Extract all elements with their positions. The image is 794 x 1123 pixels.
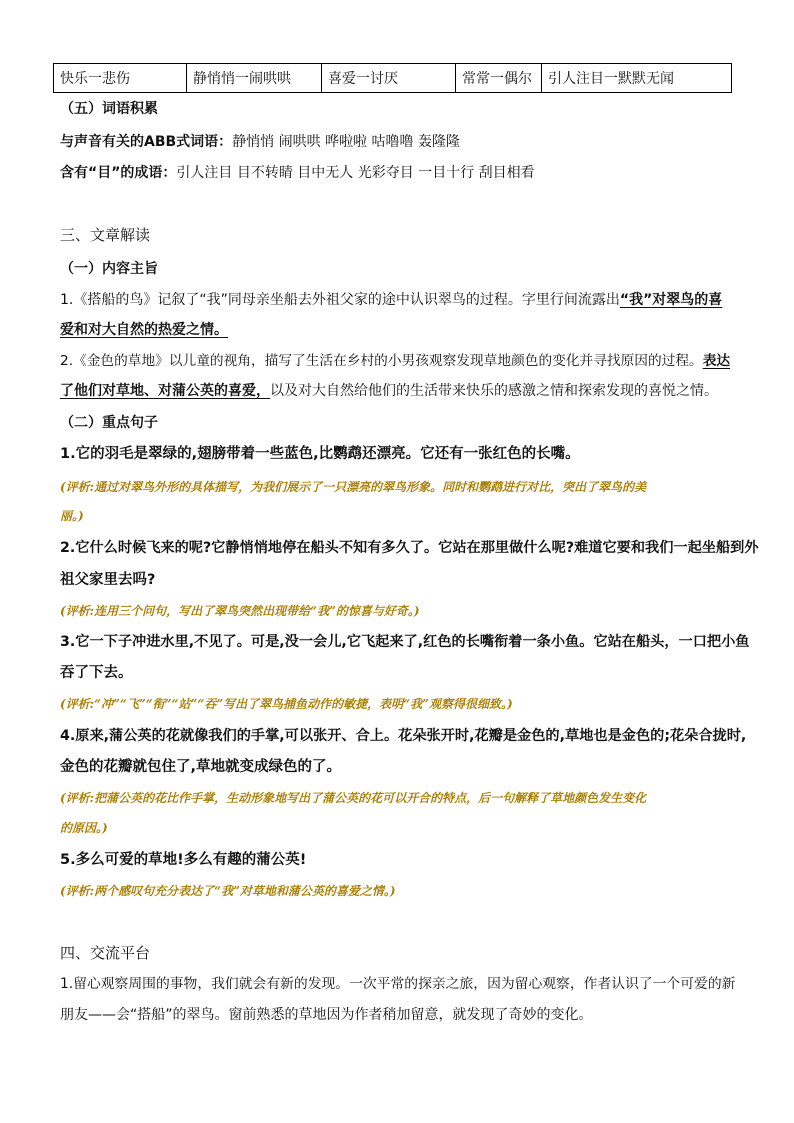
comment-4: (评析:把蒲公英的花比作手掌，生动形象地写出了蒲公英的花可以开合的特点，后一句解释了草地颜色发生变化 (60, 791, 647, 805)
sentence-3: 3.它一下子冲进水里,不见了。可是,没一会儿,它飞起来了,红色的长嘴衔着一条小鱼。它站在船头，一口把小鱼 (60, 634, 750, 650)
sentence-5: 5.多么可爱的草地!多么有趣的蒲公英! (60, 852, 307, 868)
table-cell: 喜爱一讨厌 (322, 64, 456, 93)
sentence-4: 4.原来,蒲公英的花就像我们的手掌,可以张开、合上。花朵张开时,花瓣是金色的,草地也是金色的;花朵合拢时, (60, 728, 747, 744)
table-row (54, 64, 732, 93)
abb-words-line (60, 132, 460, 152)
mu-words: 引人注目 目不转睛 目中无人 光彩夺目 一目十行 刮目相看 (176, 165, 535, 181)
mu-label: 含有“目”的成语： (60, 165, 177, 181)
key-phrase: 了他们对草地、对蒲公英的喜爱， (60, 383, 270, 399)
comment-4-cont: 的原因。) (60, 821, 108, 835)
comment-1-cont: 丽。) (60, 509, 84, 523)
text: 1.《搭船的鸟》记叙了“我”同母亲坐船去外祖父家的途中认识翠鸟的过程。字里行间流露出 (60, 292, 620, 308)
sentence-2-cont: 祖父家里去吗? (60, 572, 156, 588)
comment-3: (评析:“冲”“飞”“衔”“站”“吞”写出了翠鸟捕鱼动作的敏捷，表明“我”观察得很细致。) (60, 697, 513, 711)
exchange-paragraph-1: 1.留心观察周围的事物，我们就会有新的发现。一次平常的探亲之旅，因为留心观察，作者认识了一个可爱的新 (60, 976, 736, 992)
section3-title: 三、文章解读 (60, 226, 151, 244)
comment-1: (评析:通过对翠鸟外形的具体描写，为我们展示了一只漂亮的翠鸟形象。同时和鹦鹉进行对比，突出了翠鸟的美 (60, 480, 647, 494)
key-phrase: “我”对翠鸟的喜 (619, 292, 723, 308)
vocab-heading: （五）词语积累 (60, 101, 158, 117)
section4-title: 四、交流平台 (60, 944, 151, 962)
theme-paragraph-2-cont (60, 381, 718, 401)
text: 2.《金色的草地》以儿童的视角，描写了生活在乡村的小男孩观察发现草地颜色的变化并寻找原因的过程。 (60, 353, 703, 369)
text: 以及对大自然给他们的生活带来快乐的感激之情和探索发现的喜悦之情。 (270, 383, 718, 399)
table-cell: 静悄悄一闹哄哄 (187, 64, 322, 93)
key-sentences-heading: （二）重点句子 (60, 415, 158, 431)
theme-paragraph-1-cont: 爱和对大自然的热爱之情。 (60, 322, 228, 338)
abb-label: 与声音有关的ABB式词语： (60, 134, 233, 150)
theme-paragraph-2 (60, 351, 730, 371)
theme-paragraph-1 (60, 290, 722, 310)
table-cell: 常常一偶尔 (456, 64, 542, 93)
content-theme-heading: （一）内容主旨 (60, 261, 158, 277)
mu-idioms-line (60, 163, 535, 183)
exchange-paragraph-1-cont: 朋友——会“搭船”的翠鸟。窗前熟悉的草地因为作者稍加留意，就发现了奇妙的变化。 (60, 1007, 593, 1023)
comment-5: (评析:两个感叹句充分表达了“我”对草地和蒲公英的喜爱之情。) (60, 884, 396, 898)
sentence-2: 2.它什么时候飞来的呢?它静悄悄地停在船头不知有多久了。它站在那里做什么呢?难道它要和我们一起坐船到外 (60, 540, 759, 556)
antonym-table (53, 63, 732, 93)
sentence-4-cont: 金色的花瓣就包住了,草地就变成绿色的了。 (60, 759, 342, 775)
abb-words: 静悄悄 闹哄哄 哗啦啦 咕噜噜 轰隆隆 (232, 134, 460, 150)
comment-2: (评析:连用三个问句，写出了翠鸟突然出现带给“我”的惊喜与好奇。) (60, 604, 420, 618)
table-cell: 引人注目一默默无闻 (542, 64, 732, 93)
sentence-3-cont: 吞了下去。 (60, 665, 133, 681)
table-cell: 快乐一悲伤 (54, 64, 187, 93)
key-phrase: 表达 (702, 353, 731, 369)
sentence-1: 1.它的羽毛是翠绿的,翅膀带着一些蓝色,比鹦鹉还漂亮。它还有一张红色的长嘴。 (60, 446, 580, 462)
